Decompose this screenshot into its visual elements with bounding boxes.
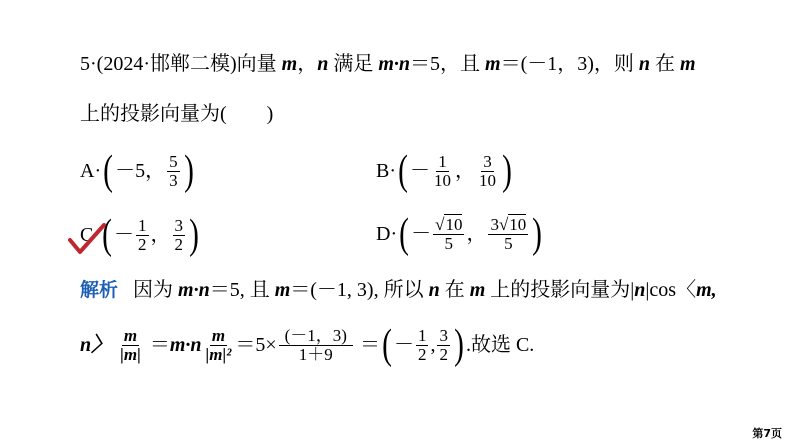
minus-sign: － <box>393 334 414 356</box>
fraction <box>437 327 450 364</box>
text: 在 <box>444 279 465 301</box>
text: ， <box>297 53 318 75</box>
fraction <box>416 327 429 364</box>
option-label: D· <box>376 223 398 245</box>
denominator: 10 <box>434 170 451 190</box>
fraction <box>477 153 498 190</box>
option-b <box>376 150 514 192</box>
text: 在 <box>655 53 676 75</box>
equals: ＝ <box>359 334 380 356</box>
expr-mn: m·n <box>169 334 202 356</box>
fraction <box>173 217 186 254</box>
var-n: n <box>634 279 646 301</box>
text: ＝5，且 <box>410 53 481 75</box>
fraction <box>488 216 528 253</box>
fraction <box>279 327 353 364</box>
minus-sign: － <box>411 223 432 245</box>
numerator: 3 <box>483 151 492 171</box>
expr-mn: m·n <box>178 279 210 301</box>
sqrt-icon: √ <box>498 214 509 234</box>
denominator: 2 <box>439 344 448 364</box>
paren: ( <box>382 322 392 368</box>
numerator: m <box>123 325 138 345</box>
denominator: 2 <box>138 234 147 254</box>
text: ＝5× <box>235 334 277 356</box>
paren: ) <box>183 148 194 194</box>
fraction <box>432 153 453 190</box>
numerator <box>488 216 528 235</box>
var-n: n <box>638 53 651 75</box>
numerator: 1 <box>417 325 427 345</box>
text: 满足 <box>333 53 374 75</box>
radicand: 10 <box>509 214 527 234</box>
denominator: 2 <box>417 344 427 364</box>
checkmark-icon <box>68 222 106 256</box>
denominator: 3 <box>169 170 178 190</box>
paren: ( <box>399 211 410 257</box>
var-m: m <box>274 279 291 301</box>
denominator: 5 <box>504 233 513 253</box>
denominator: 2 <box>174 234 183 254</box>
question-number: 5· <box>80 53 97 75</box>
text: |cos〈 <box>645 279 697 301</box>
question-line-1 <box>80 52 696 76</box>
paren: ( <box>398 148 408 194</box>
fraction <box>118 327 143 364</box>
var-n: n <box>428 279 440 301</box>
var-m: m <box>469 279 486 301</box>
text: 向量 <box>236 53 277 75</box>
denominator: 1＋9 <box>298 344 333 364</box>
numerator: 3 <box>174 215 183 235</box>
text: 上的投影向量为| <box>490 279 635 301</box>
var-m: m, <box>696 279 717 301</box>
option-label: C· <box>80 224 100 246</box>
denominator: 5 <box>444 233 454 253</box>
text: 因为 <box>133 279 174 301</box>
numerator: m <box>211 325 226 345</box>
radicand: 10 <box>445 214 463 234</box>
analysis-label: 解析 <box>80 279 119 301</box>
fraction <box>136 217 149 254</box>
paren: ) <box>189 212 199 258</box>
comma: , <box>430 334 436 356</box>
text: ＝(－1，3)，则 <box>500 53 634 75</box>
text: n〉 <box>80 334 112 356</box>
numerator: 3 <box>439 325 448 345</box>
text: .故选 C. <box>465 334 535 356</box>
denominator: |m|² <box>205 344 232 364</box>
numerator: 1 <box>138 215 147 235</box>
numerator: 5 <box>169 151 178 171</box>
denominator: 10 <box>479 170 496 190</box>
page-number: 第7页 <box>752 427 782 440</box>
paren: ( <box>102 212 112 258</box>
text: ＝5, 且 <box>209 279 270 301</box>
sqrt-icon: √ <box>435 214 445 234</box>
minus-sign: － <box>114 224 134 246</box>
analysis-line-2 <box>80 322 534 368</box>
paren: ) <box>532 211 543 257</box>
question-line-2: 上的投影向量为( ) <box>80 103 274 125</box>
option-label: A· <box>80 160 102 182</box>
var-m: m <box>281 53 298 75</box>
option-value: －5， <box>115 160 166 182</box>
question-source: (2024·邯郸二模) <box>96 53 237 75</box>
var-m: m <box>680 53 696 75</box>
numerator <box>433 216 464 235</box>
analysis-line-1 <box>80 278 717 302</box>
paren: ) <box>502 148 512 194</box>
paren: ( <box>103 148 114 194</box>
numerator: 1 <box>438 151 447 171</box>
comma: ， <box>150 224 171 246</box>
comma: ， <box>455 160 475 182</box>
paren: ) <box>454 322 464 368</box>
equals: ＝ <box>149 334 170 356</box>
expr-mn: m·n <box>378 53 411 75</box>
coefficient: 3 <box>490 214 499 234</box>
fraction <box>433 216 464 253</box>
numerator: (－1，3) <box>279 327 353 346</box>
fraction <box>167 153 180 190</box>
denominator: |m| <box>120 344 141 364</box>
option-d <box>376 212 544 256</box>
option-a <box>80 150 196 192</box>
minus-sign: － <box>410 160 430 182</box>
var-n: n <box>317 53 329 75</box>
text: ＝(－1, 3), 所以 <box>290 279 424 301</box>
fraction <box>204 327 234 364</box>
comma: ， <box>466 223 487 245</box>
var-m: m <box>485 53 501 75</box>
option-label: B· <box>376 160 396 182</box>
